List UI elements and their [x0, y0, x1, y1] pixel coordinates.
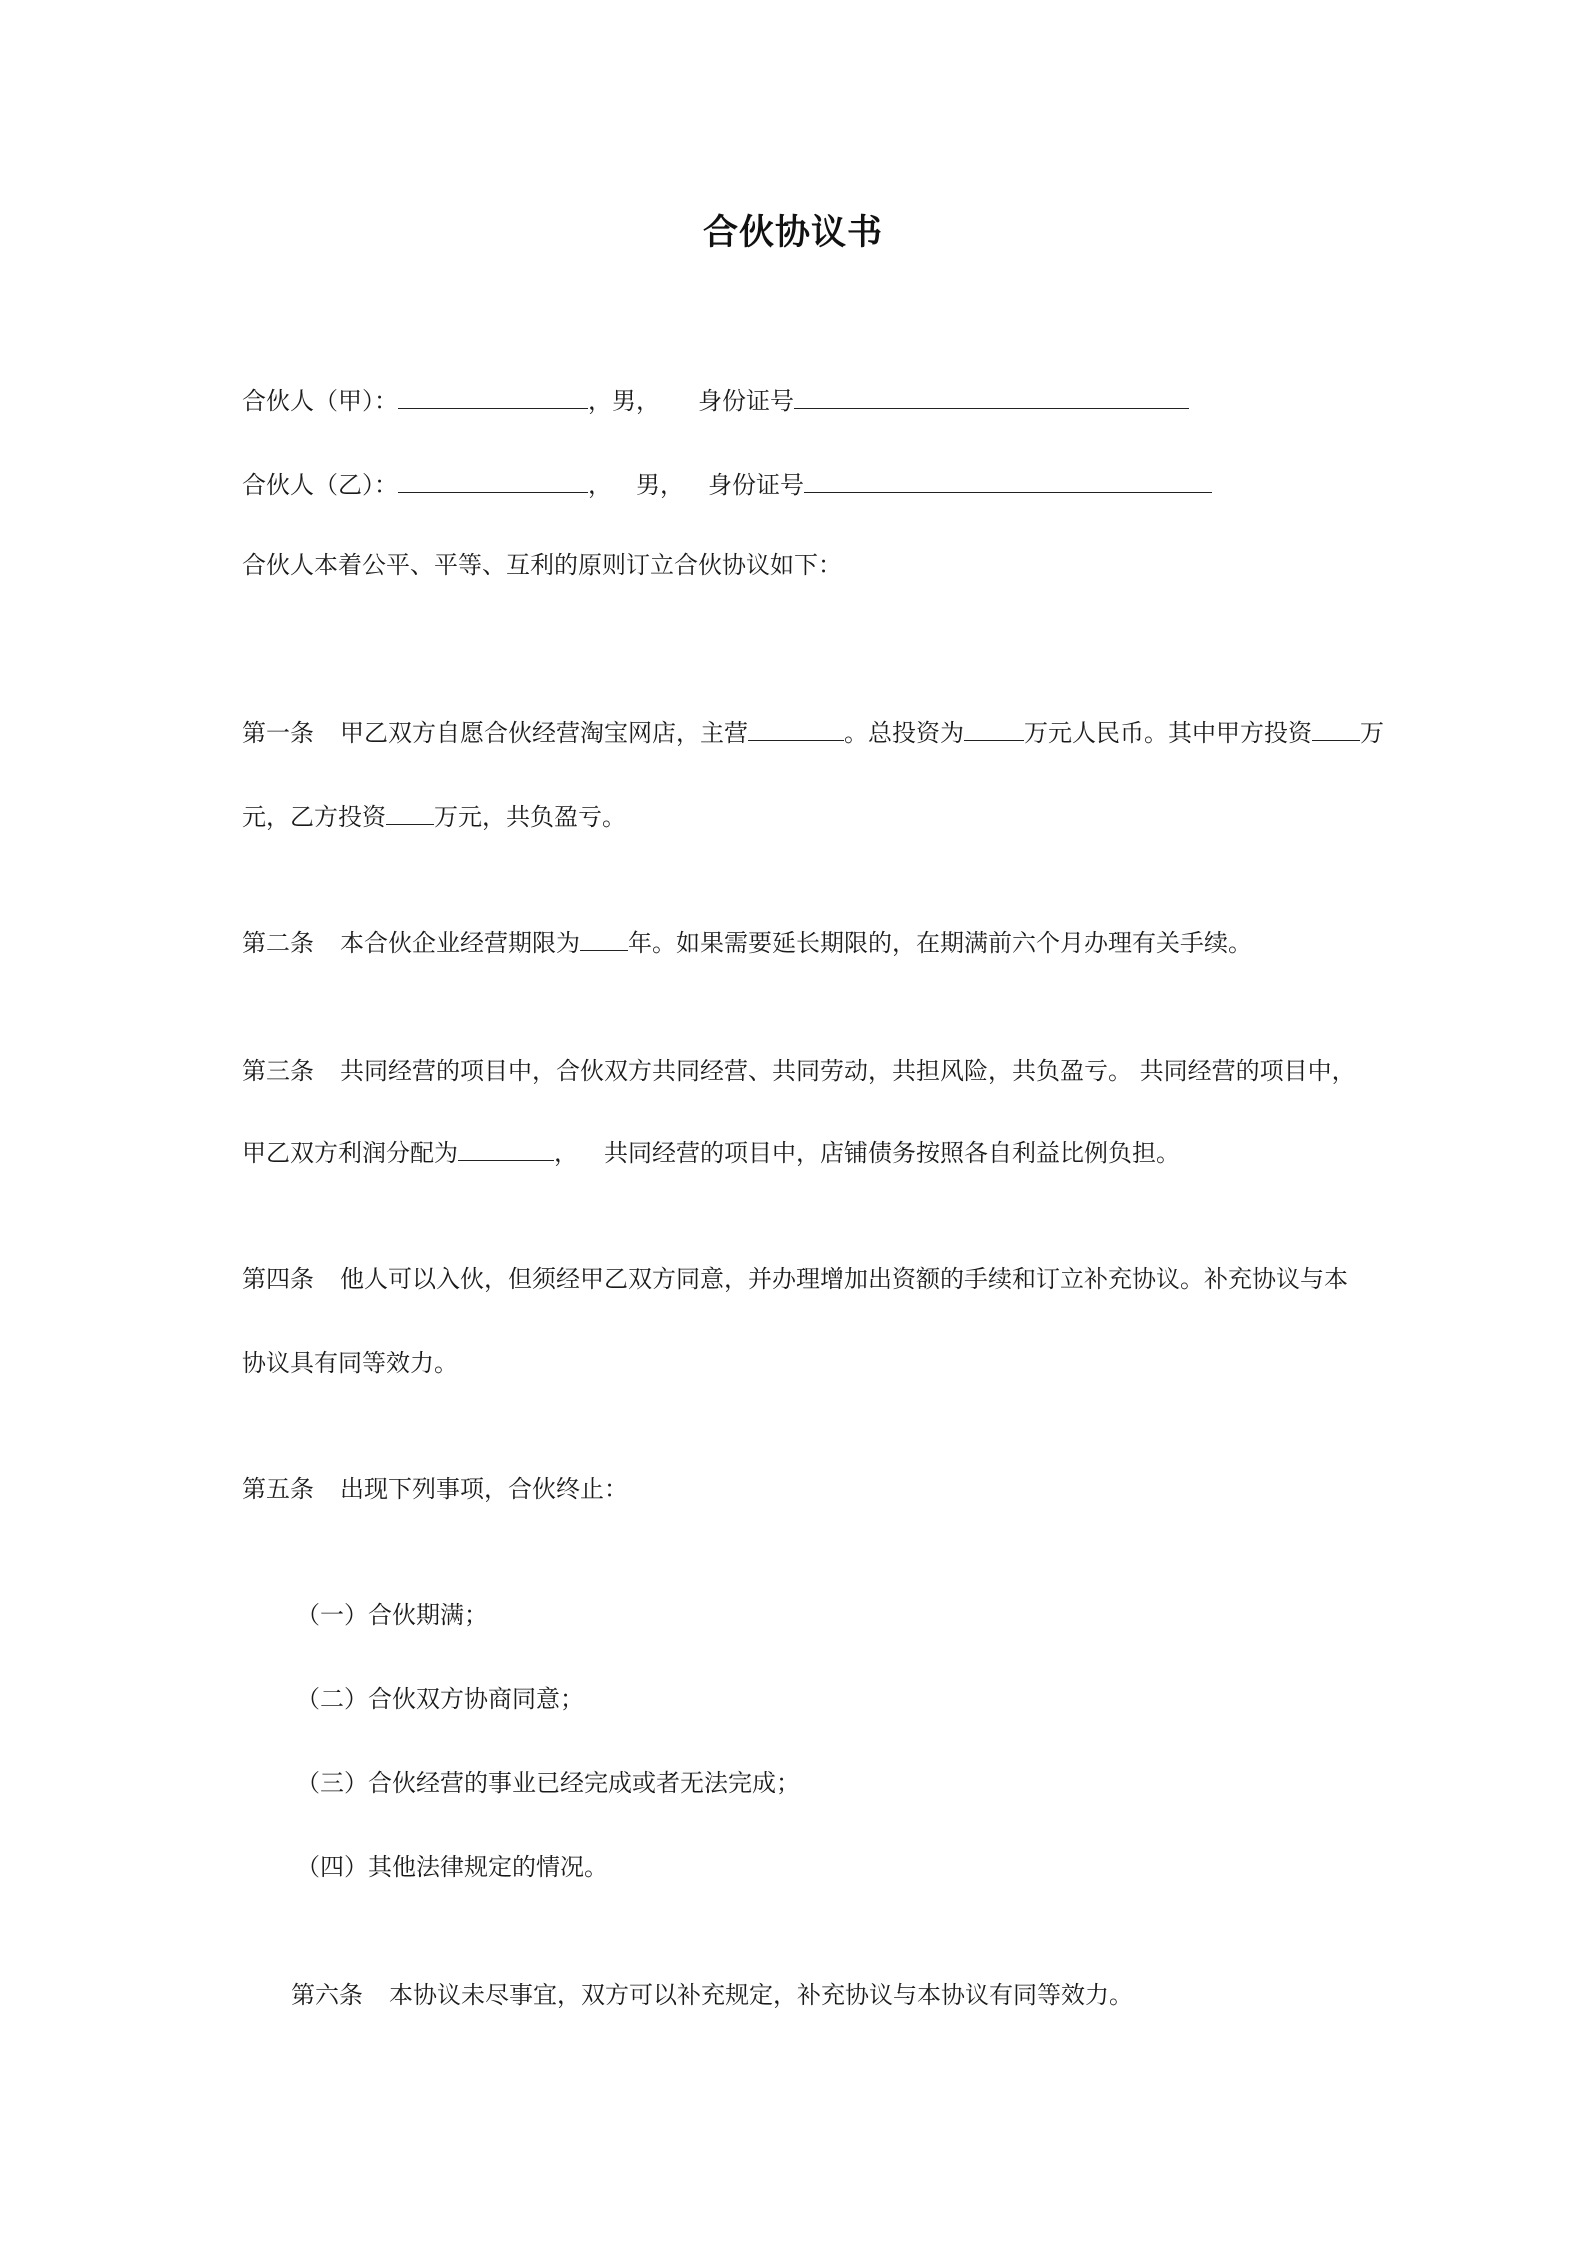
article-3-text-3: ，: [554, 1139, 578, 1167]
article-1-text-4: 万: [1360, 719, 1384, 747]
partner-b-id-label: 身份证号: [708, 471, 804, 499]
article-3-text-2: 甲乙双方利润分配为: [242, 1139, 458, 1167]
article-4-line-2: 协议具有同等效力。: [242, 1349, 458, 1377]
article-1-text-1: 甲乙双方自愿合伙经营淘宝网店，主营: [340, 719, 748, 747]
article-1-line-2: [242, 800, 626, 834]
partner-a-label: 合伙人（甲）：: [242, 387, 398, 415]
article-5-item: （二）合伙双方协商同意；: [296, 1685, 584, 1713]
document-title: 合伙协议书: [702, 213, 883, 253]
article-3-line-2: [242, 1136, 1180, 1170]
article-6-text-1: 本协议未尽事宜，双方可以补充规定，补充协议与本协议有同等效力。: [389, 1981, 1133, 2009]
article-3-line-1: [242, 1054, 1356, 1088]
article-3-profit-blank: [458, 1140, 554, 1161]
article-5-line: [242, 1472, 628, 1506]
article-1-text-2: 。总投资为: [844, 719, 964, 747]
article-5-item: （一）合伙期满；: [296, 1601, 488, 1629]
partner-a-id-label: 身份证号: [698, 387, 794, 415]
article-3-text-1: 共同经营的项目中，合伙双方共同经营、共同劳动，共担风险，共负盈亏。 共同经营的项目中，: [340, 1057, 1356, 1085]
article-3-text-4: 共同经营的项目中，店铺债务按照各自利益比例负担。: [604, 1139, 1180, 1167]
article-1-business-blank: [748, 720, 844, 741]
article-1-party-a-blank: [1312, 720, 1360, 741]
article-2-term-blank: [580, 930, 628, 951]
article-1-total-blank: [964, 720, 1024, 741]
article-5-heading: 第五条: [242, 1475, 314, 1503]
partner-b-label: 合伙人（乙）：: [242, 471, 398, 499]
partner-a-line: [242, 384, 1189, 418]
partner-b-name-blank: [398, 472, 588, 493]
article-1-heading: 第一条: [242, 719, 314, 747]
article-4-line-1: [242, 1262, 1348, 1296]
article-6-heading: 第六条: [291, 1981, 363, 2009]
article-6-line: [291, 1978, 1133, 2012]
partner-b-gender: 男，: [636, 471, 684, 499]
article-3-heading: 第三条: [242, 1057, 314, 1085]
article-2-heading: 第二条: [242, 929, 314, 957]
article-1-line-1: [242, 716, 1384, 750]
article-1-text-5: 元，乙方投资: [242, 803, 386, 831]
article-5-item: （四）其他法律规定的情况。: [296, 1853, 608, 1881]
article-2-line: [242, 926, 1252, 960]
article-4-heading: 第四条: [242, 1265, 314, 1293]
article-2-text-2: 年。如果需要延长期限的，在期满前六个月办理有关手续。: [628, 929, 1252, 957]
intro-text: 合伙人本着公平、平等、互利的原则订立合伙协议如下：: [242, 551, 842, 579]
partner-a-id-blank: [794, 388, 1189, 409]
partner-b-comma: ，: [588, 471, 612, 499]
partner-a-gender: ，男，: [588, 387, 660, 415]
article-1-text-6: 万元，共负盈亏。: [434, 803, 626, 831]
article-2-text-1: 本合伙企业经营期限为: [340, 929, 580, 957]
article-1-party-b-blank: [386, 804, 434, 825]
article-1-text-3: 万元人民币。其中甲方投资: [1024, 719, 1312, 747]
article-5-text-1: 出现下列事项，合伙终止：: [340, 1475, 628, 1503]
partner-b-line: [242, 468, 1212, 502]
partner-a-name-blank: [398, 388, 588, 409]
article-5-item: （三）合伙经营的事业已经完成或者无法完成；: [296, 1769, 800, 1797]
article-4-text-1: 他人可以入伙，但须经甲乙双方同意，并办理增加出资额的手续和订立补充协议。补充协议与本: [340, 1265, 1348, 1293]
partner-b-id-blank: [804, 472, 1212, 493]
